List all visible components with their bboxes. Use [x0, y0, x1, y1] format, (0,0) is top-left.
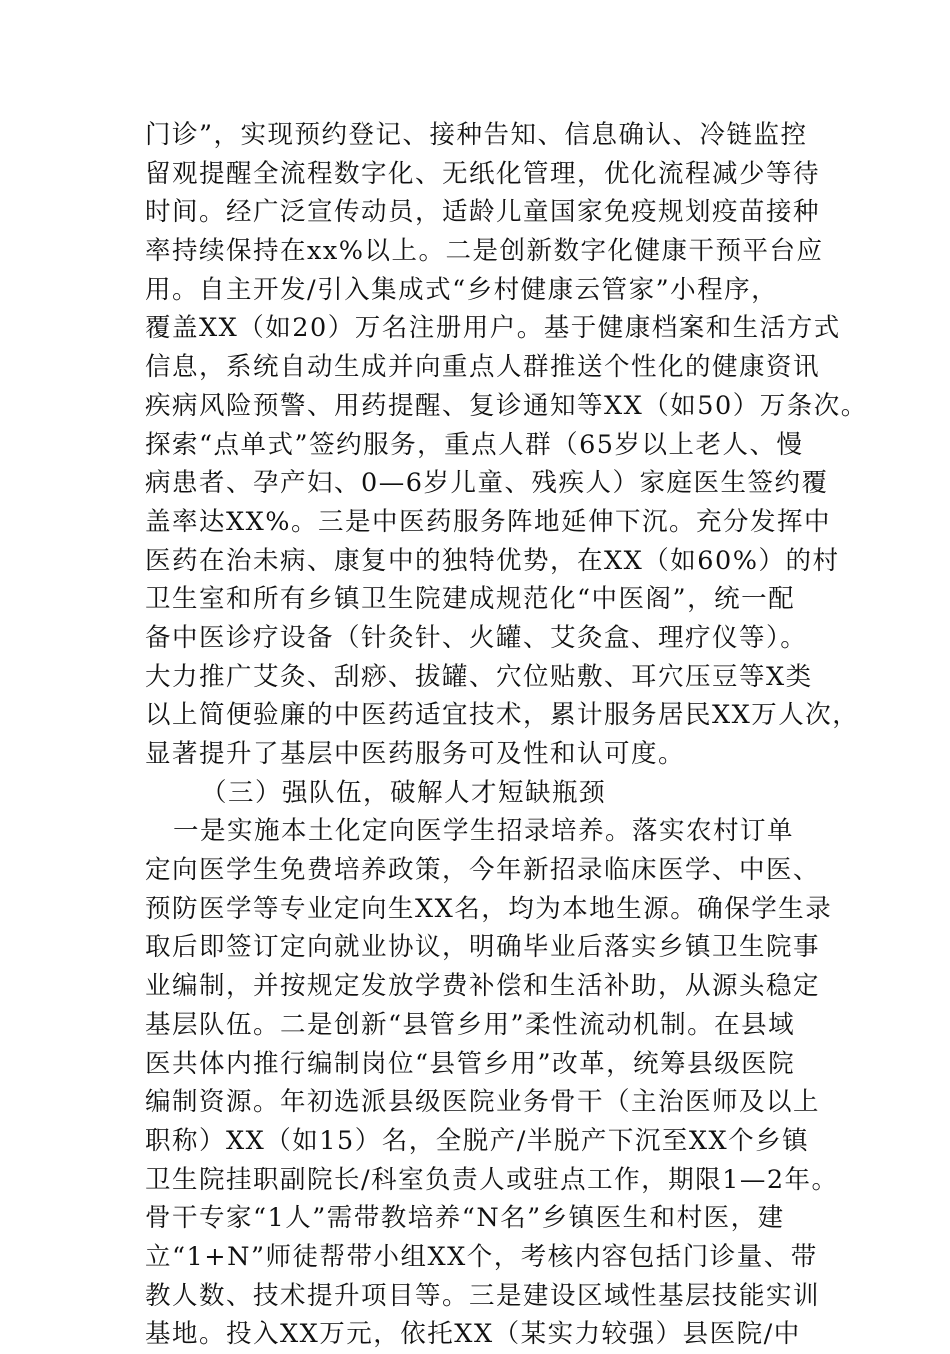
- paragraph-line: 基层队伍。二是创新“县管乡用”柔性流动机制。在县域: [145, 1009, 796, 1040]
- paragraph-line: 疾病风险预警、用药提醒、复诊通知等XX（如50）万条次。: [145, 390, 868, 421]
- paragraph-line: 以上简便验廉的中医药适宜技术，累计服务居民XX万人次，: [145, 700, 860, 731]
- paragraph-line: 编制资源。年初选派县级医院业务骨干（主治医师及以上: [145, 1087, 821, 1118]
- paragraph-line: 取后即签订定向就业协议，明确毕业后落实乡镇卫生院事: [145, 932, 821, 963]
- paragraph-line: 备中医诊疗设备（针灸针、火罐、艾灸盒、理疗仪等）。: [145, 622, 808, 653]
- paragraph-line: 信息，系统自动生成并向重点人群推送个性化的健康资讯: [145, 352, 821, 383]
- paragraph-line: 大力推广艾灸、刮痧、拔罐、穴位贴敷、耳穴压豆等X类: [145, 661, 813, 692]
- paragraph-line: 业编制，并按规定发放学费补偿和生活补助，从源头稳定: [145, 971, 821, 1002]
- paragraph-line: 一是实施本土化定向医学生招录培养。落实农村订单: [173, 816, 795, 847]
- paragraph-line: 骨干专家“1人”需带教培养“N名”乡镇医生和村医，建: [145, 1203, 785, 1234]
- paragraph-line: 卫生室和所有乡镇卫生院建成规范化“中医阁”，统一配: [145, 584, 796, 615]
- paragraph-line: 覆盖XX（如20）万名注册用户。基于健康档案和生活方式: [145, 313, 841, 344]
- paragraph-line: 时间。经广泛宣传动员，适龄儿童国家免疫规划疫苗接种: [145, 197, 821, 228]
- paragraph-line: 探索“点单式”签约服务，重点人群（65岁以上老人、慢: [145, 429, 804, 460]
- paragraph-line: 卫生院挂职副院长/科室负责人或驻点工作，期限1—2年。: [145, 1164, 839, 1195]
- paragraph-line: 职称）XX（如15）名，全脱产/半脱产下沉至XX个乡镇: [145, 1125, 810, 1156]
- paragraph-line: 门诊”，实现预约登记、接种告知、信息确认、冷链监控: [145, 120, 808, 150]
- paragraph-line: 立“1+N”师徒帮带小组XX个，考核内容包括门诊量、带: [145, 1241, 818, 1272]
- paragraph-line: 留观提醒全流程数字化、无纸化管理，优化流程减少等待: [145, 158, 821, 189]
- paragraph-line: 定向医学生免费培养政策，今年新招录临床医学、中医、: [145, 855, 821, 886]
- section-heading: （三）强队伍，破解人才短缺瓶颈: [201, 777, 607, 808]
- paragraph-line: 预防医学等专业定向生XX名，均为本地生源。确保学生录: [145, 893, 833, 924]
- paragraph-line: 医共体内推行编制岗位“县管乡用”改革，统筹县级医院: [145, 1048, 796, 1079]
- document-body: [145, 116, 868, 1354]
- paragraph-line: 病患者、孕产妇、0—6岁儿童、残疾人）家庭医生签约覆: [145, 468, 829, 499]
- paragraph-line: 盖率达XX%。三是中医药服务阵地延伸下沉。充分发挥中: [145, 506, 832, 537]
- paragraph-line: 基地。投入XX万元，依托XX（某实力较强）县医院/中: [145, 1319, 801, 1350]
- paragraph-line: 率持续保持在xx%以上。二是创新数字化健康干预平台应: [145, 236, 824, 267]
- paragraph-line: 用。自主开发/引入集成式“乡村健康云管家”小程序，: [145, 274, 779, 305]
- paragraph-line: 显著提升了基层中医药服务可及性和认可度。: [145, 739, 686, 769]
- paragraph-line: 教人数、技术提升项目等。三是建设区域性基层技能实训: [145, 1280, 821, 1311]
- paragraph-line: 医药在治未病、康复中的独特优势，在XX（如60%）的村: [145, 545, 840, 576]
